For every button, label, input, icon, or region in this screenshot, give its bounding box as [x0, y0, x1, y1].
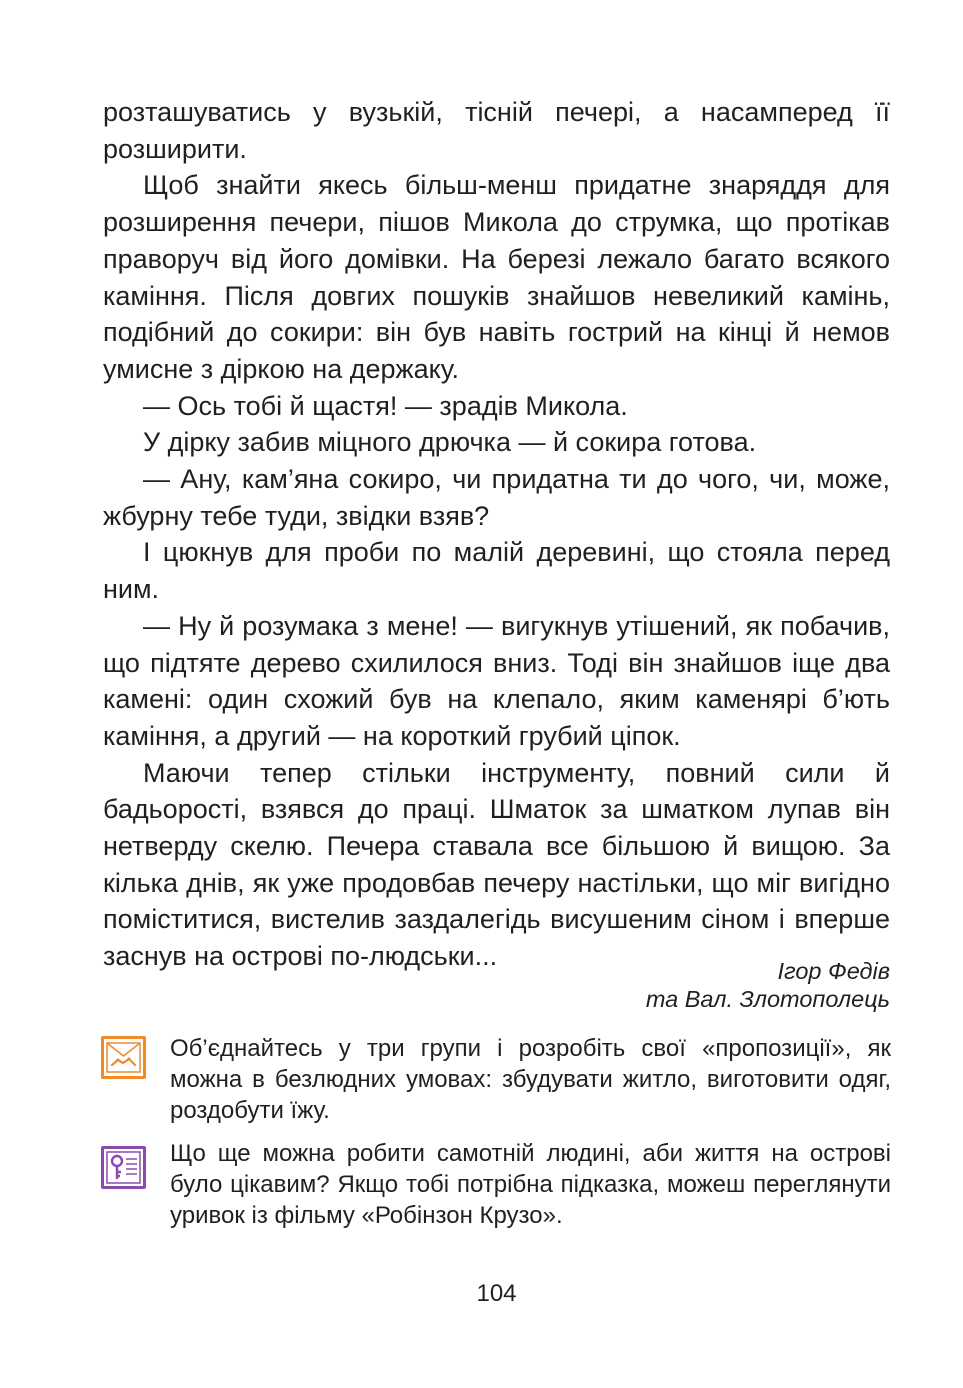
page-number: 104: [476, 1280, 517, 1307]
author-line-2: та Вал. Злотополець: [645, 986, 890, 1012]
paragraph-6: І цюкнув для проби по малій деревині, що стояла перед ним.: [103, 537, 890, 605]
group-work-icon: [101, 1036, 146, 1079]
paragraph-4: У дірку забив міцного дрючка — й сокира готова.: [143, 427, 757, 458]
story-text: [103, 94, 890, 975]
paragraph-1: розташуватись у вузькій, тісній печері, а насамперед її розширити.: [103, 97, 890, 164]
paragraph-8: Маючи тепер стільки інструменту, повний сили й бадьорості, взявся до праці. Шматок за шматком лупав він нетверду скелю. Печера ставала все більшою й вищою. За кілька днів, як уже продовбав печеру настільки, що міг вигідно поміститися, вистелив заздалегідь висушеним сіном і вперше заснув на острові по-людськи...: [103, 757, 890, 972]
paragraph-7: — Ну й розумака з мене! — вигукнув утішений, як побачив, що підтяте дерево схилилося вниз. Тоді він знайшов іще два камені: один схожий був на клепало, яким каменярі б’ють каміння, а другий — на короткий грубий ціпок.: [103, 610, 890, 751]
task-text-2: Що ще можна робити самотній людині, аби життя на острові було цікавим? Якщо тобі потрібна підказка, можеш переглянути уривок із фільму «Робінзон Крузо».: [170, 1140, 891, 1229]
paragraph-5: — Ану, кам’яна сокиро, чи придатна ти до чого, чи, може, жбурну тебе туди, звідки взяв?: [103, 464, 890, 531]
paragraph-2: Щоб знайти якесь більш-менш придатне знаряддя для розширення печери, пішов Микола до струмка, що протікав праворуч від його домівки. На березі лежало багато всякого каміння. Після довгих пошуків знайшов невеликий камінь, подібний до сокири: він був навіть гострий на кінці й немов умисне з діркою на держаку.: [103, 170, 890, 384]
task-text-1: Об’єднайтесь у три групи і розробіть свої «пропозиції», як можна в безлюдних умовах: збудувати житло, виготовити одяг, роздобути їжу.: [170, 1035, 891, 1124]
author-attribution: [390, 957, 890, 1013]
author-line-1: Ігор Федів: [777, 958, 890, 984]
key-search-icon: [101, 1146, 146, 1189]
task-key-question: [101, 1138, 891, 1231]
paragraph-3: — Ось тобі й щастя! — зрадів Микола.: [143, 390, 628, 421]
task-group-work: [101, 1033, 891, 1126]
